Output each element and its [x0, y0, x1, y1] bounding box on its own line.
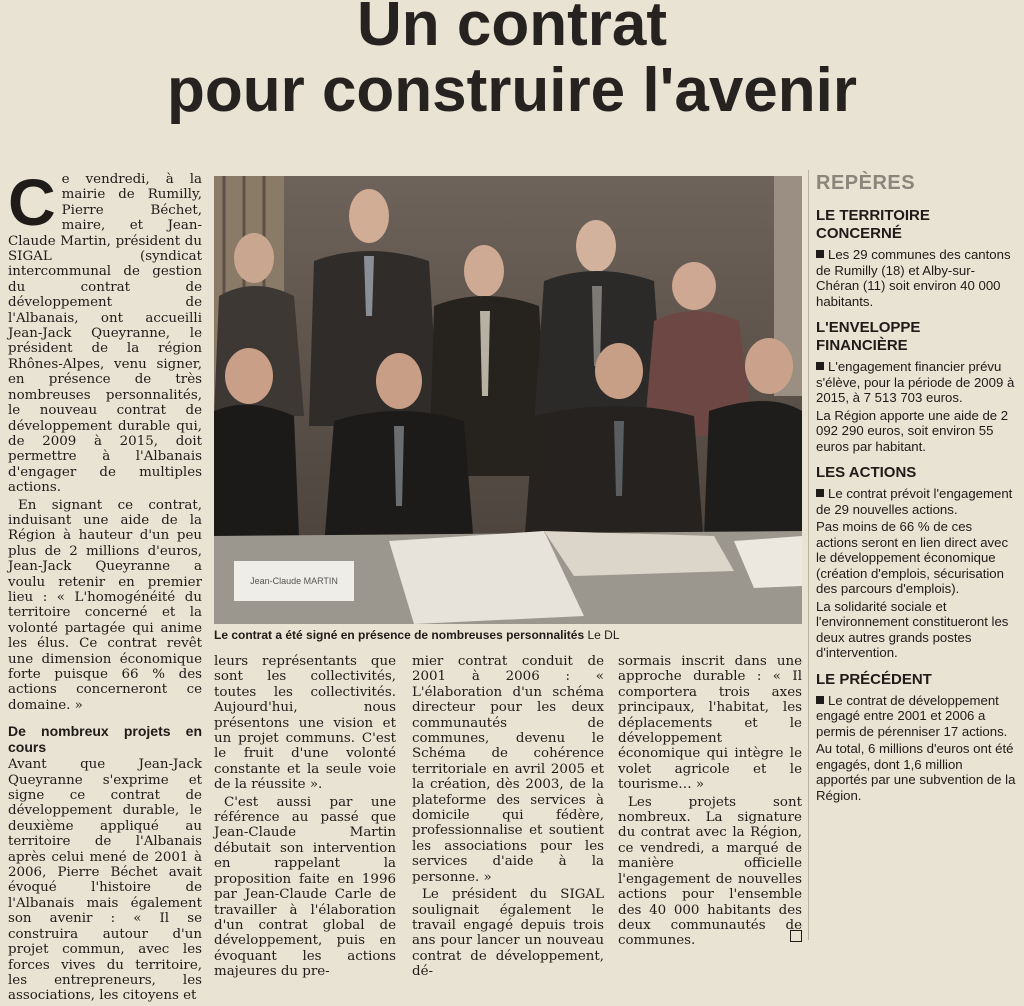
bullet-text: L'engagement financier prévu s'élève, pour la période de 2009 à 2015, à 7 513 703 euros.: [816, 359, 1015, 405]
paragraph-text: Pas moins de 66 % de ces actions seront en lien direct avec le développement économique (création d'emplois, sécurisation des parcours d'emplois).: [816, 519, 1009, 596]
section-heading: LE PRÉCÉDENT: [816, 670, 932, 688]
paragraph-8: sormais inscrit dans une approche durable : « Il comportera trois axes principaux, l'habitat, les déplacements et le développement économique qui intègre le volet agricole et le tourisme… »: [618, 654, 802, 793]
paragraph-9: Les projets sont nombreux. La signature du contrat avec la Région, ce vendredi, a marqué de manière officielle l'engagement de nouvelles actions pour l'ensemble des 40 000 habitants des deux communautés de communes.: [618, 794, 802, 949]
paragraph-3: Avant que Jean-Jack Queyranne s'exprime et signe ce contrat de développement durable, le deuxième appliqué au territoire de l'Albanais après celui mené de 2001 à 2006, Pierre Béchet avait évoqué l'histoire de l'Albanais mais également son avenir : « Il se construira autour d'un projet commun, avec les forces vives du territoire, les entrepreneurs, les associations, les citoyens et: [8, 757, 202, 1004]
headline: [0, 0, 1024, 124]
bullet-text: Les 29 communes des cantons de Rumilly (18) et Alby-sur-Chéran (11) soit environ 40 000 habitants.: [816, 247, 1011, 309]
article-column-2: [214, 654, 396, 982]
paragraph-2: En signant ce contrat, induisant une aide de la Région à hauteur d'un peu plus de 2 millions d'euros, Jean-Jack Queyranne a voulu retenir en premier lieu : « L'homogénéité du territoire concerné et la volonté partagée qui anime les élus. Ce contrat revêt une dimension économique forte puisque 66 % des actions concerneront ce domaine. »: [8, 497, 202, 713]
bullet-square-icon: [816, 362, 824, 370]
section-precedent: [816, 671, 1016, 804]
lead-text: e vendredi, à la mairie de Rumilly, Pierre Béchet, maire, et Jean-Claude Martin, président du SIGAL (syndicat intercommunal de gestion du contrat de développement de l'Albanais, ont accueilli Jean-Jack Queyranne, le président de la région Rhônes-Alpes, venu signer, en présence de très nombreuses personnalités, le nouveau contrat de développement durable qui, de 2009 à 2015, doit permettre à l'Albanais d'engager de multiples actions.: [8, 172, 202, 496]
paragraph-6: mier contrat conduit de 2001 à 2006 : « L'élaboration d'un schéma directeur pour les deux communautés de communes, devenu le Schéma de cohérence territoriale en avril 2005 et la création, dès 2003, de la plateforme des services à domicile qui fédère, professionnalise et soutient les associations pour les services d'aide à la personne. »: [412, 654, 604, 885]
signing-photo: [214, 176, 802, 624]
caption-text: Le contrat a été signé en présence de nombreuses personnalités: [214, 628, 585, 642]
drop-cap: C: [8, 165, 56, 239]
bullet-square-icon: [816, 489, 824, 497]
section-subhead: De nombreux projets en cours: [8, 723, 202, 756]
reperes-title: REPÈRES: [816, 172, 916, 194]
nameplate-text: Jean-Claude MARTIN: [250, 576, 338, 586]
bullet-item: [816, 486, 1016, 517]
bullet-item: [816, 693, 1016, 740]
section-heading: LE TERRITOIRE CONCERNÉ: [816, 207, 930, 242]
reperes-sidebar: [816, 172, 1016, 813]
paragraph-text: La solidarité sociale et l'environnement constitueront les deux autres grands postes d'intervention.: [816, 598, 1009, 660]
headline-line-1: Un contrat: [357, 0, 667, 59]
article-column-3: [412, 654, 604, 982]
bullet-square-icon: [816, 696, 824, 704]
section-heading: LES ACTIONS: [816, 464, 917, 481]
paragraph-7: Le président du SIGAL soulignait également le travail engagé depuis trois ans pour lancer un nouveau contrat de développement, dé-: [412, 887, 604, 980]
headline-line-2: pour construire l'avenir: [166, 56, 858, 125]
section-actions: [816, 464, 1016, 661]
column-divider: [808, 170, 809, 940]
bullet-square-icon: [816, 250, 824, 258]
lead-paragraph: [8, 165, 202, 496]
bullet-item: [816, 247, 1016, 309]
photo-caption: [214, 628, 802, 642]
article-column-1: [8, 165, 202, 1006]
section-territoire: [816, 207, 1016, 309]
photo-credit: Le DL: [587, 628, 620, 642]
end-of-article-mark: [790, 930, 802, 942]
bullet-text: Le contrat de développement engagé entre 2001 et 2006 a permis de pérenniser 17 actions.: [816, 692, 1008, 739]
photo-illustration: [214, 176, 802, 624]
bullet-text: Le contrat prévoit l'engagement de 29 nouvelles actions.: [816, 486, 1013, 517]
article-column-4: [618, 654, 802, 951]
paragraph-text: La Région apporte une aide de 2 092 290 euros, soit environ 55 euros par habitant.: [816, 407, 1009, 454]
section-enveloppe: [816, 319, 1016, 454]
paragraph-4: leurs représentants que sont les collectivités, toutes les collectivités. Aujourd'hui, nous présentons une vision et un projet communs. C'est le fruit d'une volonté constante et la seule voie de la réussite ».: [214, 654, 396, 793]
section-heading: L'ENVELOPPE FINANCIÈRE: [816, 319, 921, 354]
paragraph-5: C'est aussi par une référence au passé que Jean-Claude Martin débutait son intervention en rappelant la proposition faite en 1996 par Jean-Claude Carle de travailler à l'élaboration d'un contrat global de développement, puis en évoquant les actions majeures du pre-: [214, 794, 396, 980]
bullet-item: [816, 359, 1016, 406]
paragraph-text: Au total, 6 millions d'euros ont été engagés, dont 1,6 million apportés par une subvention de la Région.: [816, 741, 1016, 803]
